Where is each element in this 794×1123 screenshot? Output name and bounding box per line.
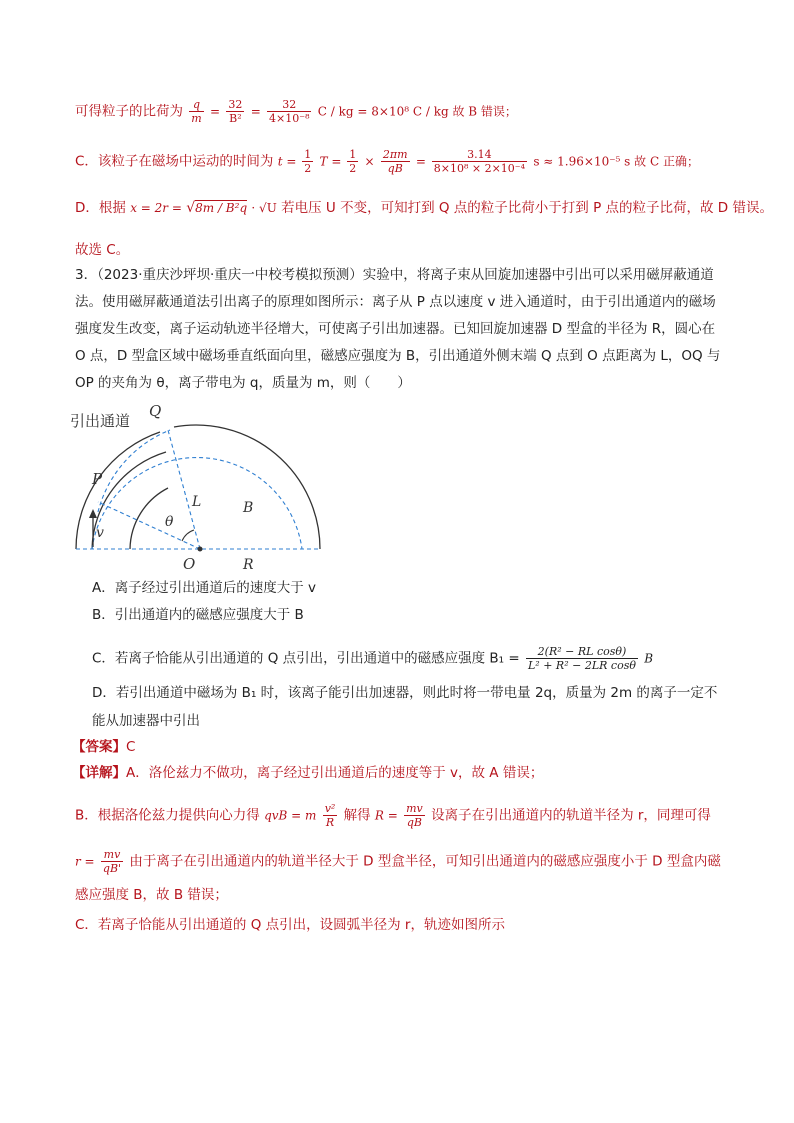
right-arc bbox=[174, 425, 320, 549]
question-stem: 3．（2023·重庆沙坪坝·重庆一中校考模拟预测）实验中，将离子束从回旋加速器中引出可以采用磁屏蔽通道法。使用磁屏蔽通道法引出离子的原理如图所示：离子从 P 点以速度 v 进入通道时，由于引出通道内的磁场强度发生改变，离子运动轨迹半径增大，可使离子引出加速器。已知回旋加速器 D 型盒的半径为 R，圆心在 O 点，D 型盒区域中磁场垂直纸面向里，磁感应强度为 B，引出通道外侧末端 Q 点到 O 点距离为 L，OQ 与 OP 的夹角为 θ，离子带电为 q，质量为 m，则（ ） bbox=[75, 267, 721, 391]
fraction: $\frac{mv}{qB'}$ bbox=[102, 848, 122, 875]
diagram bbox=[70, 402, 330, 572]
text: s ≈ 1.96×10⁻⁵ s 故 C 正确； bbox=[533, 154, 699, 169]
solution-choice: 故选 C。 bbox=[75, 242, 130, 258]
detail-e: C．若离子恰能从引出通道的 Q 点引出，设圆弧半径为 r，轨迹如图所示 bbox=[75, 917, 505, 933]
line-OQ bbox=[168, 430, 200, 549]
solution-line-time: C．该粒子在磁场中运动的时间为 t = $\frac{1}{2}$ T = $\frac{1}{2}$ × $\frac{2\pi m}{qB}$ = $\frac{3.14}{\text{8×10⁸ × 2×10⁻⁴}}$ s ≈ 1.96×10⁻⁵ s 故 C 正确； bbox=[75, 148, 699, 175]
fraction: $\frac{1}{2}$ bbox=[304, 148, 312, 175]
option-b: B．引出通道内的磁感应强度大于 B bbox=[92, 607, 304, 623]
label-O: O bbox=[183, 555, 196, 572]
answer-tag: 【答案】 bbox=[72, 739, 126, 755]
sqrt: 8m / B²q bbox=[195, 201, 248, 215]
solution-line-d: D．根据 x = 2r = √8m / B²q · √U 若电压 U 不变，可知打到 Q 点的粒子比荷小于打到 P 点的粒子比荷，故 D 错误。 bbox=[75, 200, 773, 216]
solution-line-ratio: 可得粒子的比荷为 $\frac{q}{m}$ = $\frac{32}{\text{B²}}$ = $\frac{32}{\text{4×10⁻⁸}}$ C / kg = 8×10⁸ C / kg 故 B 错误； bbox=[75, 98, 517, 125]
detail-tag: 【详解】 bbox=[72, 765, 126, 781]
label-Q: Q bbox=[149, 402, 162, 420]
answer bbox=[72, 737, 135, 757]
detail-c: r = $\frac{mv}{qB'}$ 由于离子在引出通道内的轨道半径大于 D 型盒半径，可知引出通道内的磁感应强度小于 D 型盒内磁 bbox=[75, 848, 721, 875]
text: D．根据 bbox=[75, 200, 126, 216]
detail-b: B．根据洛伦兹力提供向心力得 qvB = m $\frac{\text{v²}}{R}$ 解得 R = $\frac{mv}{qB}$ 设离子在引出通道内的轨道半径为 r，同理可得 bbox=[75, 802, 711, 829]
text: 若电压 U 不变，可知打到 Q 点的粒子比荷小于打到 P 点的粒子比荷，故 D 错误。 bbox=[281, 200, 773, 216]
dashed-trajectory bbox=[98, 430, 170, 512]
detail-d: 感应强度 B，故 B 错误； bbox=[75, 887, 228, 903]
fraction: $\frac{mv}{qB}$ bbox=[406, 802, 423, 829]
option-a: A．离子经过引出通道后的速度大于 v bbox=[92, 580, 317, 596]
text: C．该粒子在磁场中运动的时间为 bbox=[75, 153, 274, 170]
outer-arc bbox=[76, 432, 160, 549]
detail-a: 【详解】A．洛伦兹力不做功，离子经过引出通道后的速度等于 v，故 A 错误； bbox=[72, 765, 544, 781]
text: C / kg = 8×10⁸ C / kg 故 B 错误； bbox=[317, 104, 517, 119]
fraction: $\frac{2\pi m}{qB}$ bbox=[382, 148, 408, 175]
label-theta: θ bbox=[165, 514, 174, 530]
option-c: C．若离子恰能从引出通道的 Q 点引出，引出通道中的磁感应强度 B₁ = $\frac{\text{2(R² − RL cosθ)}}{\text{L² + R² − 2LR cosθ}}$ B bbox=[92, 645, 654, 672]
label-P: P bbox=[92, 470, 103, 488]
theta-arc bbox=[182, 530, 194, 541]
label-R: R bbox=[243, 557, 254, 572]
dbox-arc bbox=[130, 488, 168, 549]
fraction: $\frac{32}{\text{4×10⁻⁸}}$ bbox=[269, 98, 310, 125]
fraction: $\frac{\text{2(R² − RL cosθ)}}{\text{L² + R² − 2LR cosθ}}$ bbox=[528, 645, 636, 672]
option-d-line2: 能从加速器中引出 bbox=[92, 713, 200, 729]
label-channel: 引出通道 bbox=[70, 412, 131, 430]
point-O bbox=[198, 547, 203, 552]
fraction: $\frac{3.14}{\text{8×10⁸ × 2×10⁻⁴}}$ bbox=[433, 148, 526, 175]
label-B: B bbox=[243, 500, 254, 516]
fraction: $\frac{\text{v²}}{R}$ bbox=[324, 802, 336, 829]
line-OP bbox=[98, 502, 200, 549]
fraction: $\frac{32}{\text{B²}}$ bbox=[228, 98, 243, 125]
fraction: $\frac{q}{m}$ bbox=[191, 98, 202, 125]
answer-value: C bbox=[126, 739, 136, 755]
label-L: L bbox=[192, 494, 202, 510]
text: 可得粒子的比荷为 bbox=[75, 103, 183, 120]
fraction: $\frac{1}{2}$ bbox=[349, 148, 357, 175]
label-v: v bbox=[96, 525, 104, 541]
option-d-line1: D．若引出通道中磁场为 B₁ 时，该离子能引出加速器，则此时将一带电量 2q，质量为 2m 的离子一定不 bbox=[92, 685, 718, 701]
